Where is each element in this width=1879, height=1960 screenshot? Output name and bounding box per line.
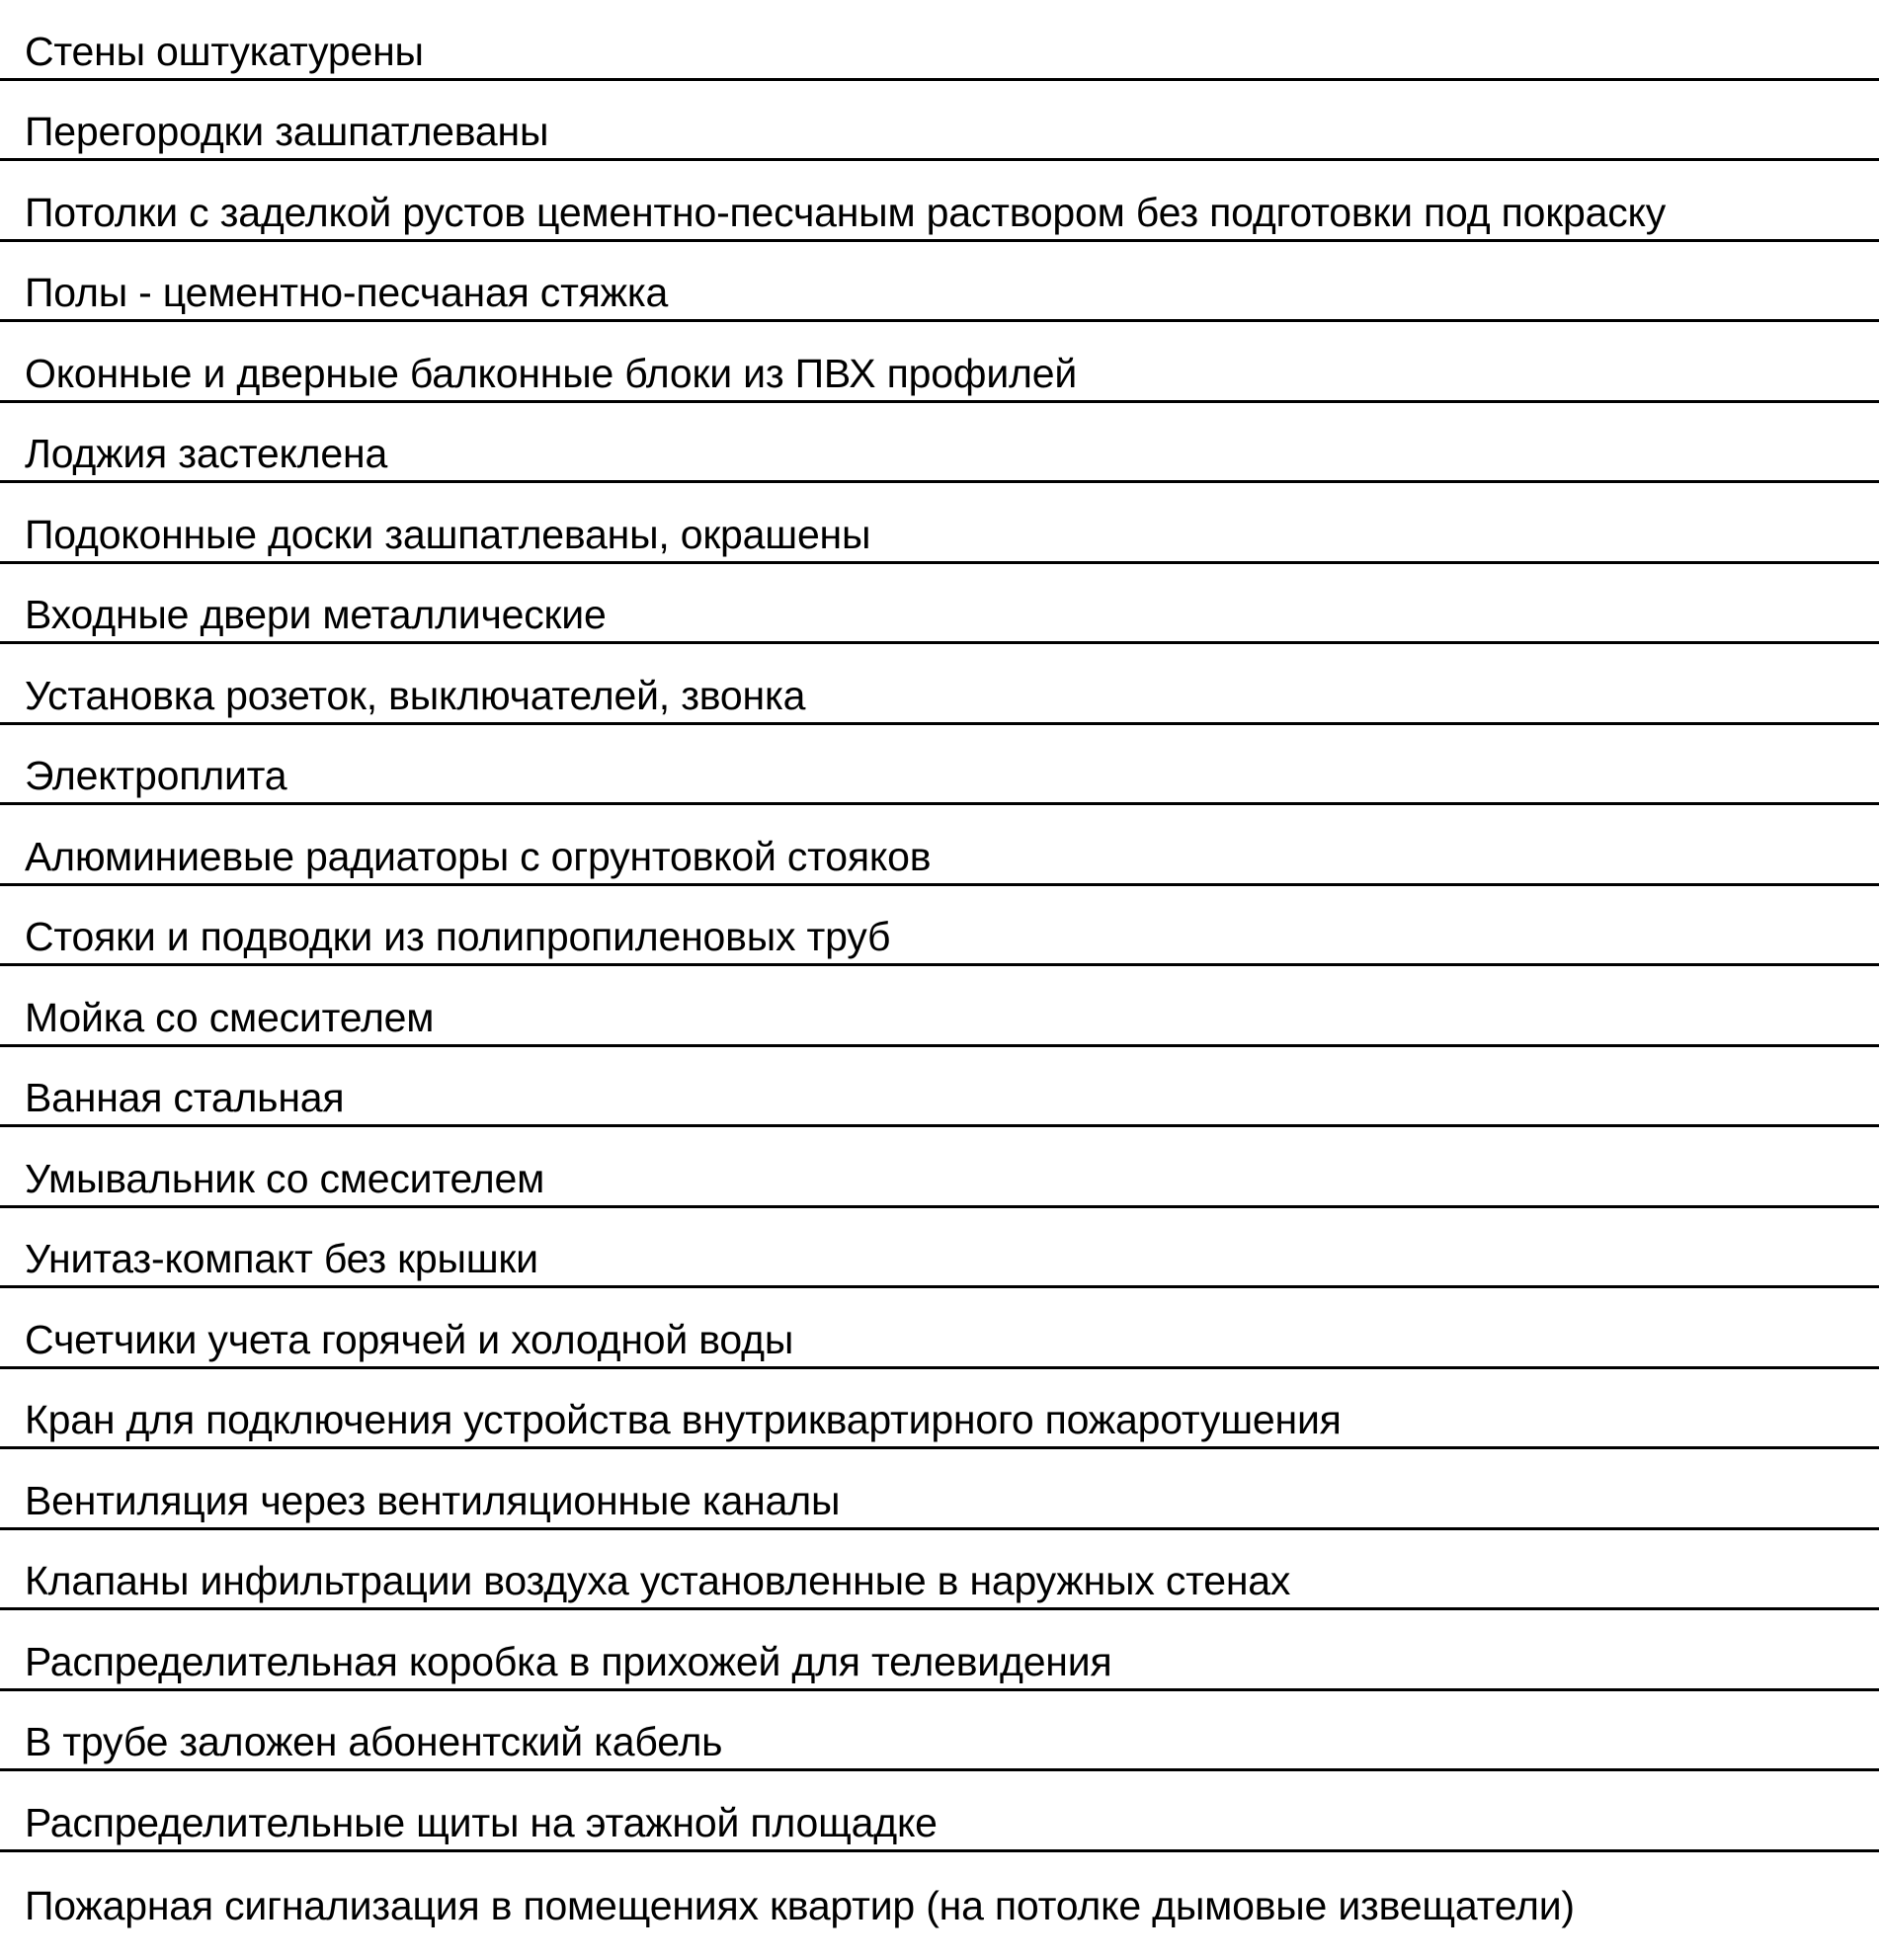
list-item-text: Распределительные щиты на этажной площадке — [25, 1799, 938, 1845]
list-item — [0, 242, 1879, 323]
list-item — [0, 322, 1879, 403]
list-item-text: Умывальник со смесителем — [25, 1155, 545, 1201]
list-item-text: Стены оштукатурены — [25, 28, 424, 74]
list-item — [0, 1369, 1879, 1450]
list-item-text: Клапаны инфильтрации воздуха установленные в наружных стенах — [25, 1558, 1291, 1603]
list-item — [0, 1691, 1879, 1772]
list-item — [0, 1610, 1879, 1691]
list-item — [0, 564, 1879, 645]
list-item-text: Подоконные доски зашпатлеваны, окрашены — [25, 511, 871, 557]
list-item — [0, 805, 1879, 886]
list-item — [0, 725, 1879, 806]
list-item-text: В трубе заложен абонентский кабель — [25, 1719, 723, 1764]
list-item-text: Кран для подключения устройства внутриквартирного пожаротушения — [25, 1397, 1342, 1442]
list-item — [0, 644, 1879, 725]
list-item — [0, 0, 1879, 81]
list-item — [0, 1288, 1879, 1369]
list-item — [0, 1047, 1879, 1128]
list-item — [0, 1530, 1879, 1611]
list-item — [0, 966, 1879, 1047]
list-item — [0, 1208, 1879, 1289]
list-item-text: Полы - цементно-песчаная стяжка — [25, 270, 669, 315]
list-item-text: Мойка со смесителем — [25, 994, 435, 1040]
list-item-text: Входные двери металлические — [25, 592, 607, 637]
list-item — [0, 81, 1879, 162]
list-item-text: Алюминиевые радиаторы с огрунтовкой стояков — [25, 833, 932, 879]
list-item — [0, 1771, 1879, 1852]
list-item-text: Пожарная сигнализация в помещениях квартир (на потолке дымовые извещатели) — [25, 1883, 1575, 1928]
list-item-text: Счетчики учета горячей и холодной воды — [25, 1316, 794, 1362]
list-item-text: Потолки с заделкой рустов цементно-песчаным раствором без подготовки под покраску — [25, 189, 1666, 235]
list-item — [0, 1449, 1879, 1530]
list-item-text: Ванная стальная — [25, 1075, 345, 1120]
list-item-text: Унитаз-компакт без крышки — [25, 1236, 538, 1281]
list-item-text: Распределительная коробка в прихожей для телевидения — [25, 1638, 1112, 1684]
list-item-text: Лоджия застеклена — [25, 431, 388, 476]
list-item-text: Электроплита — [25, 753, 287, 798]
list-item-text: Стояки и подводки из полипропиленовых труб — [25, 914, 891, 959]
list-item — [0, 161, 1879, 242]
list-item — [0, 1852, 1879, 1933]
list-item-text: Установка розеток, выключателей, звонка — [25, 672, 806, 718]
list-item — [0, 1127, 1879, 1208]
list-item — [0, 483, 1879, 564]
list-item — [0, 403, 1879, 484]
list-item — [0, 886, 1879, 967]
list-item-text: Оконные и дверные балконные блоки из ПВХ профилей — [25, 350, 1078, 396]
list-item-text: Перегородки зашпатлеваны — [25, 109, 549, 154]
list-item-text: Вентиляция через вентиляционные каналы — [25, 1477, 841, 1523]
